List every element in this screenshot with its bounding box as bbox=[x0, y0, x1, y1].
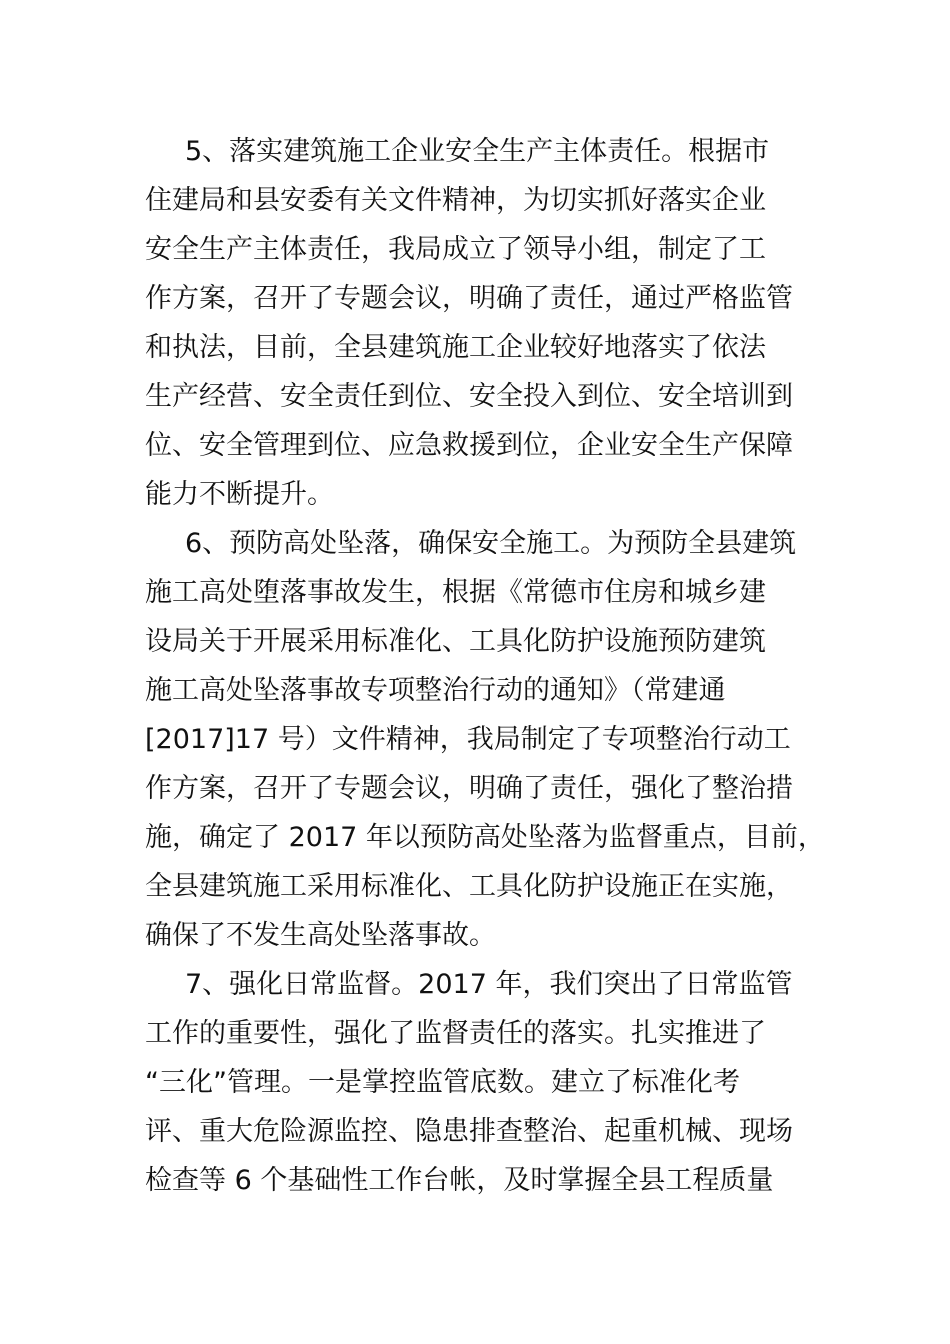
text-line: 5、落实建筑施工企业安全生产主体责任。根据市 bbox=[185, 136, 770, 167]
text-line: 6、预防高处坠落，确保安全施工。为预防全县建筑 bbox=[185, 528, 797, 559]
text-line: 生产经营、安全责任到位、安全投入到位、安全培训到 bbox=[145, 381, 793, 412]
text-line: 安全生产主体责任，我局成立了领导小组，制定了工 bbox=[145, 234, 766, 265]
text-line: 施，确定了 2017 年以预防高处坠落为监督重点，目前， bbox=[145, 822, 825, 853]
text-line: 能力不断提升。 bbox=[145, 479, 334, 510]
text-line: 施工高处堕落事故发生，根据《常德市住房和城乡建 bbox=[145, 577, 766, 608]
text-line: 作方案，召开了专题会议，明确了责任，通过严格监管 bbox=[145, 283, 793, 314]
text-line: [2017]17 号）文件精神，我局制定了专项整治行动工 bbox=[145, 724, 791, 755]
document-body bbox=[145, 127, 825, 1205]
paragraph-5 bbox=[145, 127, 825, 519]
paragraph-6 bbox=[145, 519, 825, 960]
text-line: 作方案，召开了专题会议，明确了责任，强化了整治措 bbox=[145, 773, 793, 804]
paragraph-7 bbox=[145, 960, 825, 1205]
text-line: 位、安全管理到位、应急救援到位，企业安全生产保障 bbox=[145, 430, 793, 461]
text-line: 住建局和县安委有关文件精神，为切实抓好落实企业 bbox=[145, 185, 766, 216]
text-line: 施工高处坠落事故专项整治行动的通知》（常建通 bbox=[145, 675, 726, 706]
text-line: 检查等 6 个基础性工作台帐，及时掌握全县工程质量 bbox=[145, 1165, 774, 1196]
text-line: 评、重大危险源监控、隐患排查整治、起重机械、现场 bbox=[145, 1116, 793, 1147]
text-line: 确保了不发生高处坠落事故。 bbox=[145, 920, 496, 951]
text-line: “三化”管理。一是掌控监管底数。建立了标准化考 bbox=[145, 1067, 740, 1098]
text-line: 和执法，目前，全县建筑施工企业较好地落实了依法 bbox=[145, 332, 766, 363]
text-line: 工作的重要性，强化了监督责任的落实。扎实推进了 bbox=[145, 1018, 766, 1049]
text-line: 设局关于开展采用标准化、工具化防护设施预防建筑 bbox=[145, 626, 766, 657]
text-line: 7、强化日常监督。2017 年，我们突出了日常监管 bbox=[185, 969, 793, 1000]
text-line: 全县建筑施工采用标准化、工具化防护设施正在实施， bbox=[145, 871, 793, 902]
